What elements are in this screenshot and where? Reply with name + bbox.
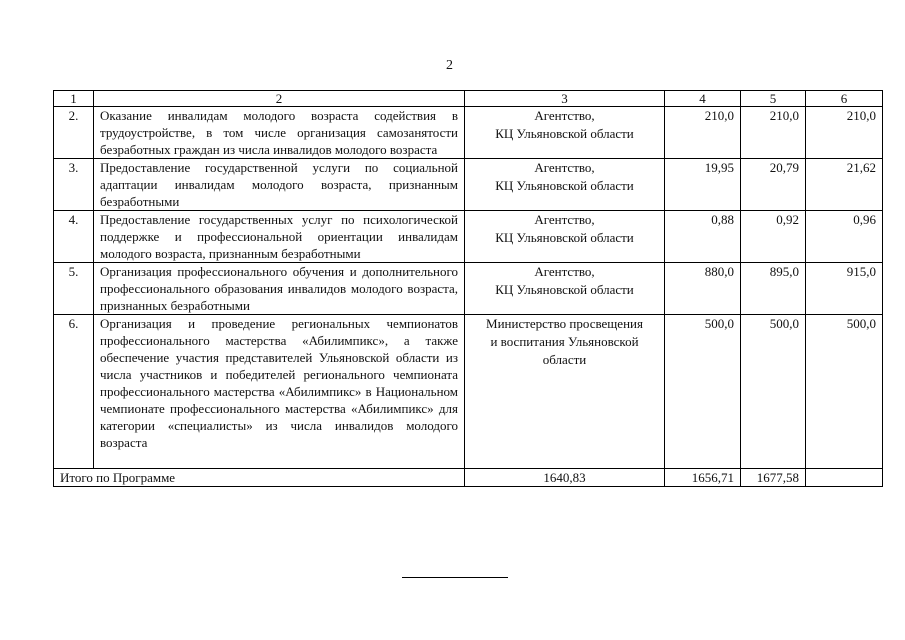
header-cell-3: 3 — [465, 91, 665, 107]
row-value-5: 500,0 — [741, 315, 806, 469]
total-label: Итого по Программе — [54, 469, 465, 487]
executor-line: Агентство, — [534, 108, 595, 123]
row-number: 2. — [54, 107, 94, 159]
row-value-5: 0,92 — [741, 211, 806, 263]
end-divider — [402, 577, 508, 578]
executor-line: КЦ Ульяновской области — [495, 126, 634, 141]
header-cell-2: 2 — [94, 91, 465, 107]
executor-line: Агентство, — [534, 160, 595, 175]
total-value-4: 1656,71 — [665, 469, 741, 487]
program-table — [53, 90, 883, 487]
row-value-4: 500,0 — [665, 315, 741, 469]
table-header-row — [54, 91, 883, 107]
total-value-5: 1677,58 — [741, 469, 806, 487]
row-number: 5. — [54, 263, 94, 315]
table-row — [54, 315, 883, 469]
row-executor — [465, 159, 665, 211]
row-value-4: 880,0 — [665, 263, 741, 315]
header-cell-5: 5 — [741, 91, 806, 107]
executor-line: Агентство, — [534, 212, 595, 227]
total-row — [54, 469, 883, 487]
page-number: 2 — [446, 58, 453, 73]
row-value-6: 21,62 — [806, 159, 883, 211]
row-value-5: 20,79 — [741, 159, 806, 211]
row-value-6: 210,0 — [806, 107, 883, 159]
header-cell-6: 6 — [806, 91, 883, 107]
row-description: Организация и проведение региональных чемпионатов профессионального мастерства «Абилимпикс», а также обеспечение участия представителей Ульяновской области из числа участников и победителей регионального чемпионата профессионального мастерства «Абилимпикс» в Национальном чемпионате профессионального мастерства «Абилимпикс» для категории «специалисты» из числа инвалидов молодого возраста — [94, 315, 465, 469]
executor-line: КЦ Ульяновской области — [495, 282, 634, 297]
table-row — [54, 159, 883, 211]
row-value-5: 210,0 — [741, 107, 806, 159]
row-description: Предоставление государственной услуги по социальной адаптации инвалидам молодого возраста, признанным безработными — [94, 159, 465, 211]
row-number: 4. — [54, 211, 94, 263]
header-cell-1: 1 — [54, 91, 94, 107]
table-row — [54, 263, 883, 315]
header-cell-4: 4 — [665, 91, 741, 107]
row-executor — [465, 315, 665, 469]
row-description: Организация профессионального обучения и дополнительного профессионального образования инвалидов молодого возраста, признанных безработными — [94, 263, 465, 315]
row-executor — [465, 107, 665, 159]
row-executor — [465, 263, 665, 315]
total-value-6 — [806, 469, 883, 487]
row-value-6: 500,0 — [806, 315, 883, 469]
row-value-4: 210,0 — [665, 107, 741, 159]
row-value-5: 895,0 — [741, 263, 806, 315]
row-value-6: 0,96 — [806, 211, 883, 263]
table-row — [54, 107, 883, 159]
total-value-3: 1640,83 — [465, 469, 665, 487]
row-value-4: 19,95 — [665, 159, 741, 211]
row-description: Оказание инвалидам молодого возраста содействия в трудоустройстве, в том числе организация самозанятости безработных граждан из числа инвалидов молодого возраста — [94, 107, 465, 159]
row-executor — [465, 211, 665, 263]
executor-line: КЦ Ульяновской области — [495, 178, 634, 193]
executor-line: и воспитания Ульяновской области — [490, 334, 639, 367]
executor-line: КЦ Ульяновской области — [495, 230, 634, 245]
row-number: 3. — [54, 159, 94, 211]
row-value-4: 0,88 — [665, 211, 741, 263]
executor-line: Министерство просвещения — [486, 316, 643, 331]
row-number: 6. — [54, 315, 94, 469]
row-description: Предоставление государственных услуг по психологической поддержке и профессиональной ориентации инвалидам молодого возраста, признанным безработными — [94, 211, 465, 263]
row-value-6: 915,0 — [806, 263, 883, 315]
table-row — [54, 211, 883, 263]
executor-line: Агентство, — [534, 264, 595, 279]
